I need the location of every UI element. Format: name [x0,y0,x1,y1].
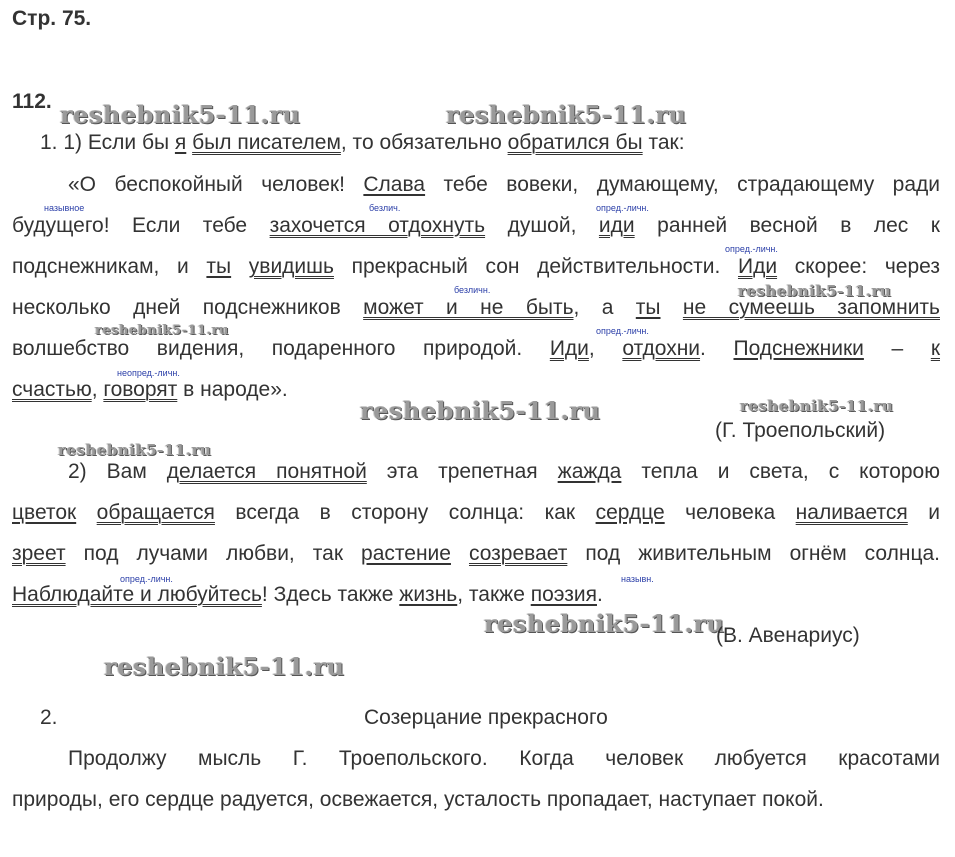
exercise-number: 112. [12,90,52,113]
text-line: Продолжу мысль Г. Троепольского. Когда человек любуется красотами [68,747,940,770]
task-number: 2. [40,706,58,729]
annotation-note: назывное [44,203,85,213]
watermark: reshebnik5-11.ru [360,396,601,425]
text-line: 2) Вам делается понятной эта трепетная жажда тепла и света, с которою [68,460,940,483]
annotation-note: неопред.-личн. [117,368,180,378]
annotation-note: назывн. [621,574,654,584]
watermark: reshebnik5-11.ru [60,100,301,129]
author-attribution: (Г. Троепольский) [715,419,886,442]
text-line: счастью, говорят в народе». [12,378,288,401]
annotation-note: безличн. [454,285,491,295]
text-line: несколько дней подснежников может и не быть, а ты не сумеешь запомнить [12,296,940,319]
annotation-note: опред.-личн. [120,574,173,584]
text-line: природы, его сердце радуется, освежается, усталость пропадает, наступает покой. [12,788,824,811]
text-line: 1. 1) Если бы я был писателем, то обязательно обратился бы так: [40,131,685,154]
annotation-note: опред.-личн. [596,203,649,213]
text-line: зреет под лучами любви, так растение созревает под живительным огнём солнца. [12,542,940,565]
watermark: reshebnik5-11.ru [740,397,894,415]
watermark: reshebnik5-11.ru [484,609,725,638]
text-line: волшебство видения, подаренного природой. Иди, отдохни. Подснежники – к [12,337,940,360]
watermark: reshebnik5-11.ru [58,441,212,459]
text-line: цветок обращается всегда в сторону солнца: как сердце человека наливается и [12,501,940,524]
page-number: Стр. 75. [12,7,92,30]
watermark: reshebnik5-11.ru [104,652,345,681]
text-line: «О беспокойный человек! Слава тебе вовеки, думающему, страдающему ради [68,173,941,196]
watermark: reshebnik5-11.ru [738,282,892,300]
text-line: будущего! Если тебе захочется отдохнуть душой, иди ранней весной в лес к [12,214,940,237]
watermark: reshebnik5-11.ru [446,100,687,129]
text-line: подснежникам, и ты увидишь прекрасный сон действительности. Иди скорее: через [12,255,940,278]
text-line: Наблюдайте и любуйтесь! Здесь также жизнь, также поэзия. [12,583,603,606]
author-attribution: (В. Авенариус) [716,624,860,647]
essay-title: Созерцание прекрасного [364,706,608,729]
annotation-note: опред.-личн. [596,326,649,336]
watermark: reshebnik5-11.ru [95,323,230,338]
annotation-note: опред.-личн. [725,244,778,254]
annotation-note: безлич. [369,203,401,213]
